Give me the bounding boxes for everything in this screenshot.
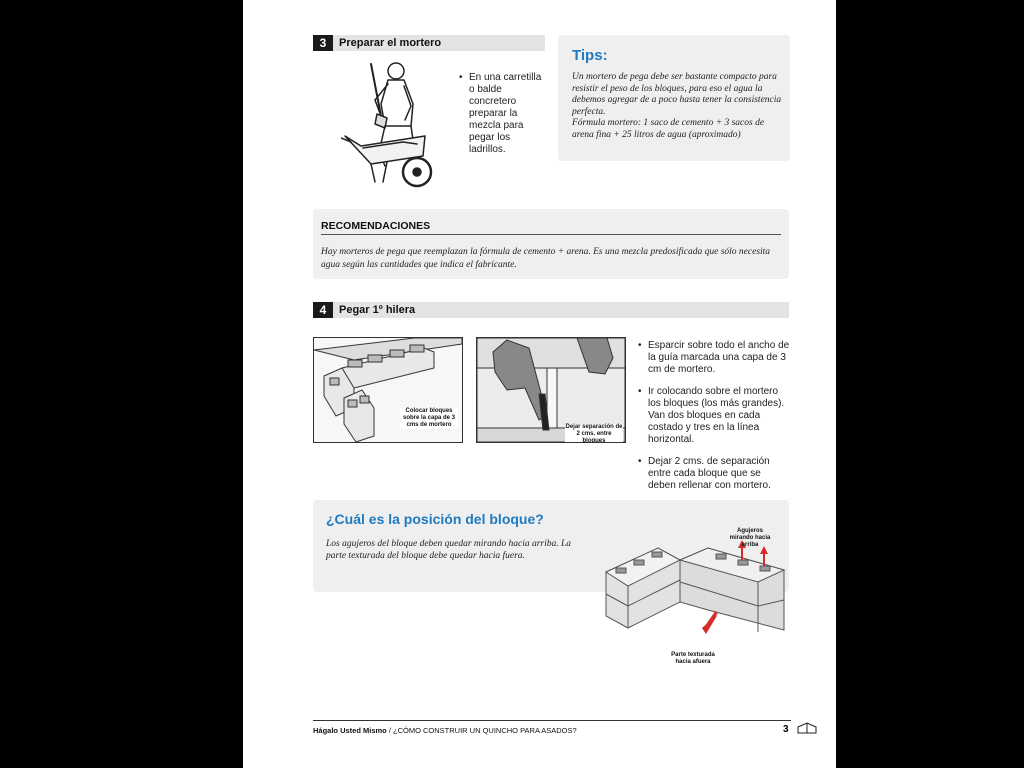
caption-block-separation: Dejar separación de 2 cms. entre bloques [565, 424, 623, 443]
document-page [243, 0, 836, 768]
step-3-bullets [459, 72, 545, 156]
page-number: 3 [783, 724, 789, 735]
block-position-title: ¿Cuál es la posición del bloque? [326, 511, 544, 527]
step-4-bullet-1: • Esparcir sobre todo el ancho de la guía marcada una capa de 3 cm de mortero. [638, 340, 790, 376]
tips-paragraph: Un mortero de pega debe ser bastante compacto para resistir el peso de los bloques, para eso el agua la debemos agregar de a poco hasta tener la consistencia perfecta. [572, 72, 782, 117]
label-holes-up: Agujeros mirando hacia arriba [729, 528, 771, 548]
blocks-on-mortar-panel [313, 337, 463, 443]
recommendations-divider [321, 234, 781, 235]
recommendations-text: Hay morteros de pega que reemplazan la fórmula de cemento + arena. Es una mezcla predosificada que sólo necesita agua según las cantidades que indica el fabricante. [321, 247, 771, 270]
block-position-text: Los agujeros del bloque deben quedar mirando hacia arriba. La parte texturada del bloque debe quedar hacia fuera. [326, 539, 572, 561]
caption-mortar-layer: Colocar bloques sobre la capa de 3 cms de mortero [400, 408, 458, 429]
label-textured-side: Parte texturada hacia afuera [671, 652, 715, 665]
tips-text [572, 72, 782, 141]
step-3-title: Preparar el mortero [339, 37, 442, 49]
step-4-number: 4 [313, 302, 333, 318]
recommendations-box [313, 209, 789, 279]
footer-brand: Hágalo Usted Mismo [313, 726, 387, 735]
step-4-bullets [638, 340, 790, 492]
step-4-bullet-2: • Ir colocando sobre el mortero los bloques (los más grandes). Van dos bloques en cada costado y tres en la línea horizontal. [638, 386, 790, 446]
house-outline-icon [797, 722, 817, 734]
worker-wheelbarrow-illustration [341, 56, 441, 196]
tips-formula: Fórmula mortero: 1 saco de cemento + 3 sacos de arena fina + 25 litros de agua (aproximado) [572, 118, 765, 140]
block-spacing-panel [476, 337, 626, 443]
footer-text [313, 726, 577, 735]
step-3-bullet: • En una carretilla o balde concretero preparar la mezcla para pegar los ladrillos. [459, 72, 545, 156]
tips-box [558, 35, 790, 161]
step-4-bullet-3: • Dejar 2 cms. de separación entre cada bloque que se deben rellenar con mortero. [638, 456, 790, 492]
recommendations-title: RECOMENDACIONES [321, 220, 431, 232]
step-3-number: 3 [313, 35, 333, 51]
footer-title: / ¿CÓMO CONSTRUIR UN QUINCHO PARA ASADOS? [386, 726, 577, 735]
step-3-header [313, 35, 545, 51]
block-wall-illustration [598, 540, 788, 635]
step-4-header [313, 302, 789, 318]
step-4-title: Pegar 1º hilera [339, 304, 416, 316]
footer-divider [313, 720, 791, 721]
tips-title: Tips: [572, 47, 608, 64]
